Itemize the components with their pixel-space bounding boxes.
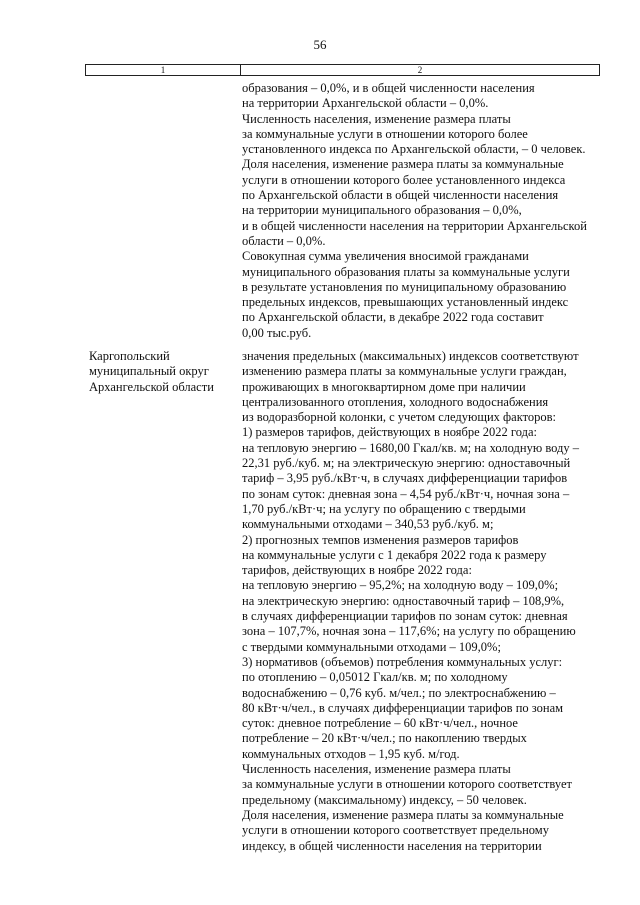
text-line: Доля населения, изменение размера платы за коммунальные — [242, 157, 564, 172]
text-line: по отоплению – 0,05012 Гкал/кв. м; по холодному — [242, 670, 508, 685]
text-line: на коммунальные услуги с 1 декабря 2022 года к размеру — [242, 547, 547, 562]
text-line: централизованного отопления, холодного водоснабжения — [242, 394, 549, 409]
text-line: по зонам суток: дневная зона – 4,54 руб./кВт·ч, ночная зона – — [242, 486, 570, 501]
block2-municipality — [89, 349, 239, 395]
text-line: образования – 0,0%, и в общей численности населения — [242, 81, 535, 95]
text-line: муниципальный округ — [89, 364, 209, 379]
block2-description — [242, 349, 604, 854]
text-line: Доля населения, изменение размера платы за коммунальные — [242, 807, 564, 822]
text-line: предельных индексов, превышающих установленный индекс — [242, 295, 569, 310]
text-line: Совокупная сумма увеличения вносимой гражданами — [242, 249, 529, 264]
text-line: Архангельской области — [89, 379, 214, 394]
text-line: Численность населения, изменение размера платы — [242, 762, 511, 777]
text-line: за коммунальные услуги в отношении которого соответствует — [242, 777, 572, 792]
table-header-col1: 1 — [86, 65, 241, 75]
text-line: на тепловую энергию – 1680,00 Гкал/кв. м; на холодную воду – — [242, 440, 580, 455]
text-line: услуги в отношении которого соответствует предельному — [242, 823, 549, 838]
text-line: Каргопольский — [89, 349, 170, 363]
text-line: с твердыми коммунальными отходами – 109,0%; — [242, 639, 501, 654]
text-line: по Архангельской области, в декабре 2022 года составит — [242, 310, 544, 325]
text-line: коммунальных отходов – 1,95 куб. м/год. — [242, 746, 460, 761]
text-line: изменению размера платы за коммунальные услуги граждан, — [242, 364, 567, 379]
text-line: водоснабжению – 0,76 куб. м/чел.; по электроснабжению – — [242, 685, 556, 700]
text-line: области – 0,0%. — [242, 233, 326, 248]
text-line: на электрическую энергию: одноставочный тариф – 108,9%, — [242, 593, 565, 608]
text-line: тарифов, действующих в ноябре 2022 года: — [242, 563, 472, 578]
text-line: на тепловую энергию – 95,2%; на холодную воду – 109,0%; — [242, 578, 559, 593]
text-line: зона – 107,7%, ночная зона – 117,6%; на услугу по обращению — [242, 624, 576, 639]
text-line: и в общей численности населения на территории Архангельской — [242, 218, 587, 233]
text-line: 1,70 руб./кВт·ч; на услугу по обращению с твердыми — [242, 501, 526, 516]
text-line: потребление – 20 кВт·ч/чел.; по накоплению твердых — [242, 731, 527, 746]
text-line: 80 кВт·ч/чел., в случаях дифференциации тарифов по зонам — [242, 700, 564, 715]
text-line: тариф – 3,95 руб./кВт·ч, в случаях дифференциации тарифов — [242, 471, 568, 486]
page-number: 56 — [313, 37, 327, 52]
text-line: за коммунальные услуги в отношении которого более — [242, 126, 528, 141]
text-line: муниципального образования платы за коммунальные услуги — [242, 264, 570, 279]
text-line: из водоразборной колонки, с учетом следующих факторов: — [242, 410, 557, 425]
text-line: 3) нормативов (объемов) потребления коммунальных услуг: — [242, 654, 563, 669]
text-line: 1) размеров тарифов, действующих в ноябре 2022 года: — [242, 425, 538, 440]
text-line: установленного индекса по Архангельской области, – 0 человек. — [242, 142, 586, 157]
text-line: 0,00 тыс.руб. — [242, 325, 312, 340]
table-header-col2: 2 — [417, 65, 423, 75]
text-line: суток: дневное потребление – 60 кВт·ч/чел., ночное — [242, 716, 518, 731]
text-line: услуги в отношении которого более установленного индекса — [242, 172, 566, 187]
text-line: по Архангельской области в общей численности населения — [242, 188, 559, 203]
text-line: 22,31 руб./куб. м; на электрическую энергию: одноставочный — [242, 456, 571, 471]
text-line: проживающих в многоквартирном доме при наличии — [242, 379, 526, 394]
block1-description — [242, 81, 604, 341]
table-header — [85, 64, 600, 76]
text-line: индексу, в общей численности населения на территории — [242, 838, 542, 853]
text-line: в результате установления по муниципальному образованию — [242, 279, 567, 294]
text-line: предельному (максимальному) индексу, – 50 человек. — [242, 792, 527, 807]
text-line: на территории Архангельской области – 0,0%. — [242, 96, 489, 111]
text-line: коммунальными отходами – 340,53 руб./куб. м; — [242, 517, 494, 532]
text-line: в случаях дифференциации тарифов по зонам суток: дневная — [242, 609, 568, 624]
text-line: Численность населения, изменение размера платы — [242, 111, 511, 126]
text-line: на территории муниципального образования – 0,0%, — [242, 203, 522, 218]
text-line: значения предельных (максимальных) индексов соответствуют — [242, 349, 579, 363]
text-line: 2) прогнозных темпов изменения размеров тарифов — [242, 532, 519, 547]
